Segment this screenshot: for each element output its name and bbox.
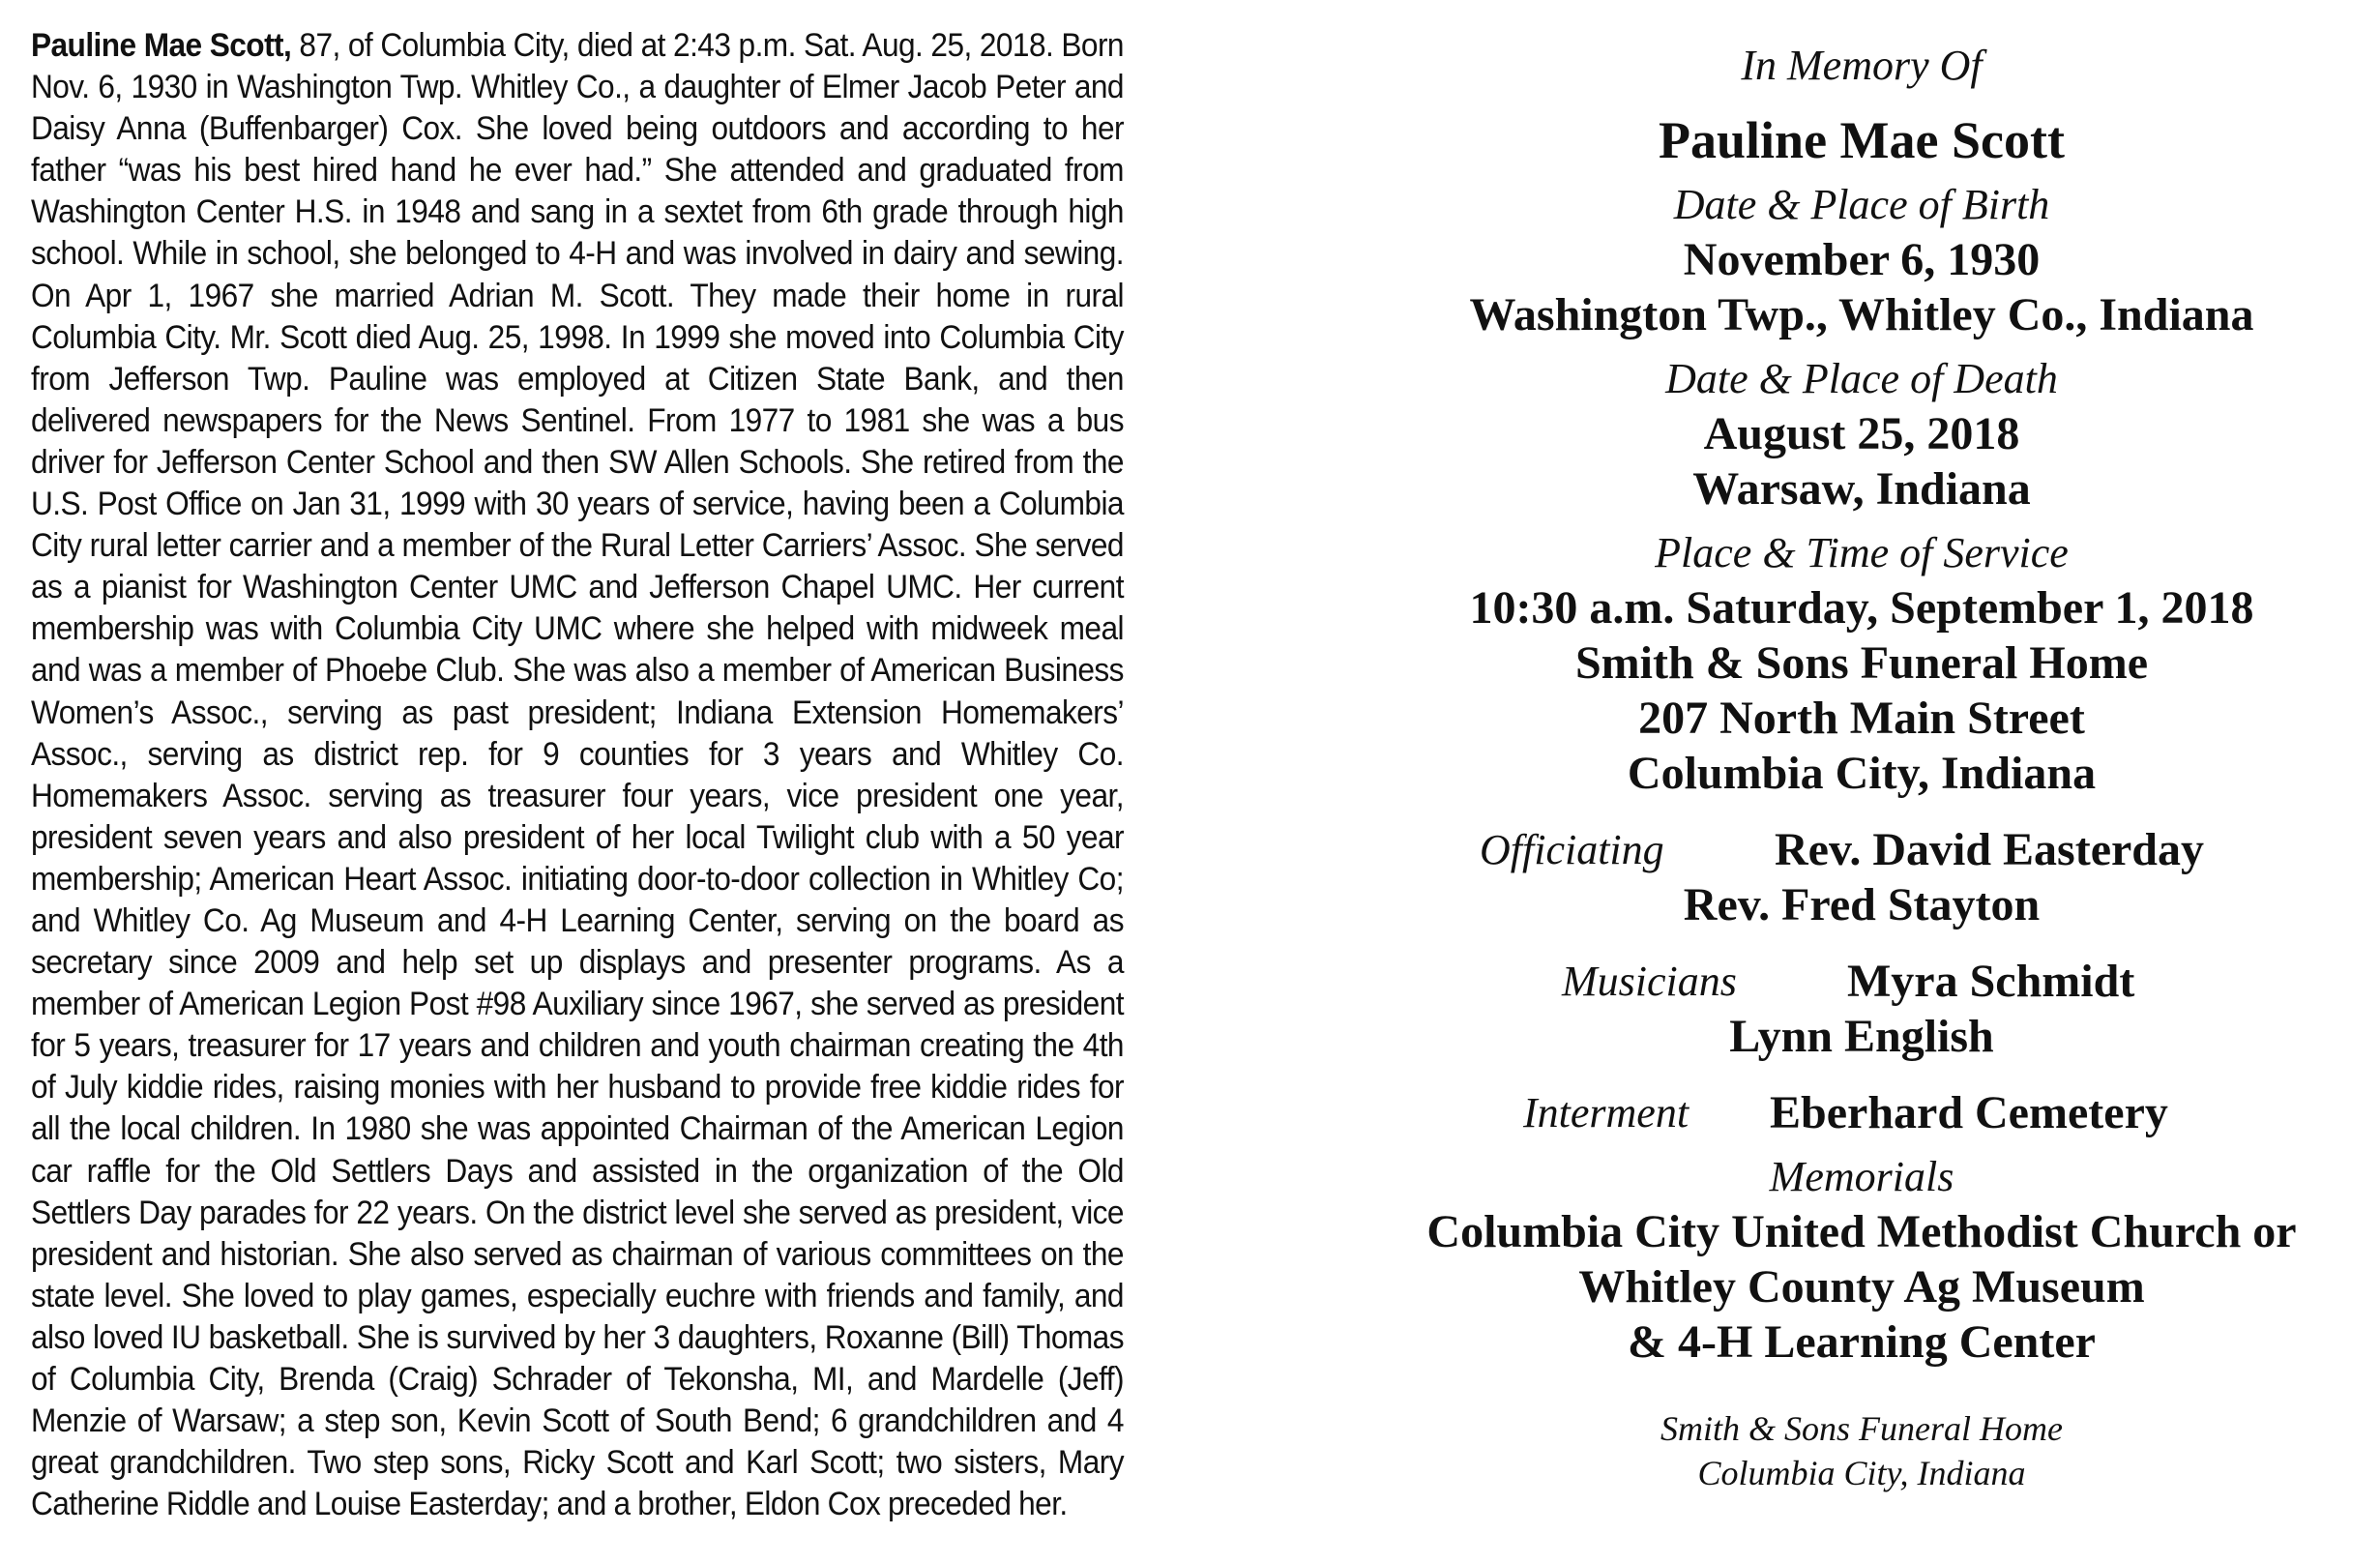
musicians-row bbox=[1373, 954, 2350, 1009]
deceased-name: Pauline Mae Scott bbox=[1659, 111, 2065, 169]
musician-secondary: Lynn English bbox=[1729, 1011, 1994, 1062]
interment-row bbox=[1373, 1085, 2350, 1140]
memorial-line-3: & 4-H Learning Center bbox=[1628, 1316, 2096, 1368]
birth-date: November 6, 1930 bbox=[1683, 234, 2041, 285]
service-time: 10:30 a.m. Saturday, September 1, 2018 bbox=[1469, 582, 2254, 634]
musician-primary: Myra Schmidt bbox=[1847, 956, 2135, 1007]
footer-funeral-home: Smith & Sons Funeral Home bbox=[1660, 1409, 2063, 1448]
service-city: Columbia City, Indiana bbox=[1627, 748, 2097, 799]
obituary-text bbox=[31, 25, 1124, 1523]
interment-value: Eberhard Cemetery bbox=[1770, 1087, 2168, 1138]
obituary-paragraph bbox=[31, 25, 1124, 1525]
obituary-body: 87, of Columbia City, died at 2:43 p.m. Sat. Aug. 25, 2018. Born Nov. 6, 1930 in Washington Twp. Whitley Co., a daughter of Elmer Jacob Peter and Daisy Anna (Buffenbarger) Cox. She loved being outdoors and according to her father “was his best hired hand he ever had.” She attended and graduated from Washington Center H.S. in 1948 and sang in a sextet from 6th grade through high school. While in school, she belonged to 4-H and was involved in dairy and sewing. On Apr 1, 1967 she married Adrian M. Scott. They made their home in rural Columbia City. Mr. Scott died Aug. 25, 1998. In 1999 she moved into Columbia City from Jefferson Twp. Pauline was employed at Citizen State Bank, and then delivered newspapers for the News Sentinel. From 1977 to 1981 she was a bus driver for Jefferson Center School and then SW Allen Schools. She retired from the U.S. Post Office on Jan 31, 1999 with 30 years of service, having been a Columbia City rural letter carrier and a member of the Rural Letter Carriers’ Assoc. She served as a pianist for Washington Center UMC and Jefferson Chapel UMC. Her current membership was with Columbia City UMC where she helped with midweek meal and was a member of Phoebe Club. She was also a member of American Business Women’s Assoc., serving as past president; Indiana Extension Homemakers’ Assoc., serving as district rep. for 9 counties for 3 years and Whitley Co. Homemakers Assoc. serving as treasurer four years, vice president one year, president seven years and also president of her local Twilight club with a 50 year membership; American Heart Assoc. initiating door-to-door collection in Whitley Co; and Whitley Co. Ag Museum and 4-H Learning Center, serving on the board as secretary since 2009 and help set up displays and presenter programs. As a member of American Legion Post #98 Auxiliary since 1967, she served as president for 5 years, treasurer for 17 years and children and youth chairman creating the 4th of July kiddie rides, raising monies with her husband to provide free kiddie rides for all the local children. In 1980 she was appointed Chairman of the American Legion car raffle for the Old Settlers Days and assisted in the organization of the Old Settlers Day parades for 22 years. On the district level she served as president, vice president and historian. She also served as chairman of various committees on the state level. She loved to play games, especially euchre with friends and family, and also loved IU basketball. She is survived by her 3 daughters, Roxanne (Bill) Thomas of Columbia City, Brenda (Craig) Schrader of Tekonsha, MI, and Mardelle (Jeff) Menzie of Warsaw; a step son, Kevin Scott of South Bend; 6 grandchildren and 4 great grandchildren. Two step sons, Ricky Scott and Karl Scott; two sisters, Mary Catherine Riddle and Louise Easterday; and a brother, Eldon Cox preceded her. bbox=[31, 27, 1124, 1523]
officiating-row bbox=[1373, 822, 2350, 877]
officiant-primary: Rev. David Easterday bbox=[1775, 824, 2204, 875]
service-venue: Smith & Sons Funeral Home bbox=[1574, 637, 2149, 689]
memorials-label: Memorials bbox=[1769, 1153, 1954, 1200]
birth-label: Date & Place of Birth bbox=[1673, 181, 2050, 228]
memorial-heading: In Memory Of bbox=[1741, 42, 1983, 89]
musicians-label: Musicians bbox=[1562, 958, 1737, 1005]
officiant-secondary: Rev. Fred Stayton bbox=[1683, 879, 2041, 930]
memorial-card bbox=[1373, 39, 2350, 1495]
death-label: Date & Place of Death bbox=[1665, 355, 2058, 402]
service-label: Place & Time of Service bbox=[1655, 529, 2069, 576]
obituary-name: Pauline Mae Scott, bbox=[31, 27, 292, 64]
interment-label: Interment bbox=[1523, 1089, 1690, 1136]
officiating-label: Officiating bbox=[1480, 826, 1664, 873]
birth-place: Washington Twp., Whitley Co., Indiana bbox=[1469, 289, 2254, 340]
death-date: August 25, 2018 bbox=[1703, 408, 2020, 459]
service-street: 207 North Main Street bbox=[1638, 693, 2085, 744]
footer-city: Columbia City, Indiana bbox=[1697, 1454, 2026, 1492]
memorial-line-2: Whitley County Ag Museum bbox=[1578, 1261, 2145, 1313]
memorial-line-1: Columbia City United Methodist Church or bbox=[1426, 1206, 2297, 1257]
death-place: Warsaw, Indiana bbox=[1692, 463, 2031, 515]
